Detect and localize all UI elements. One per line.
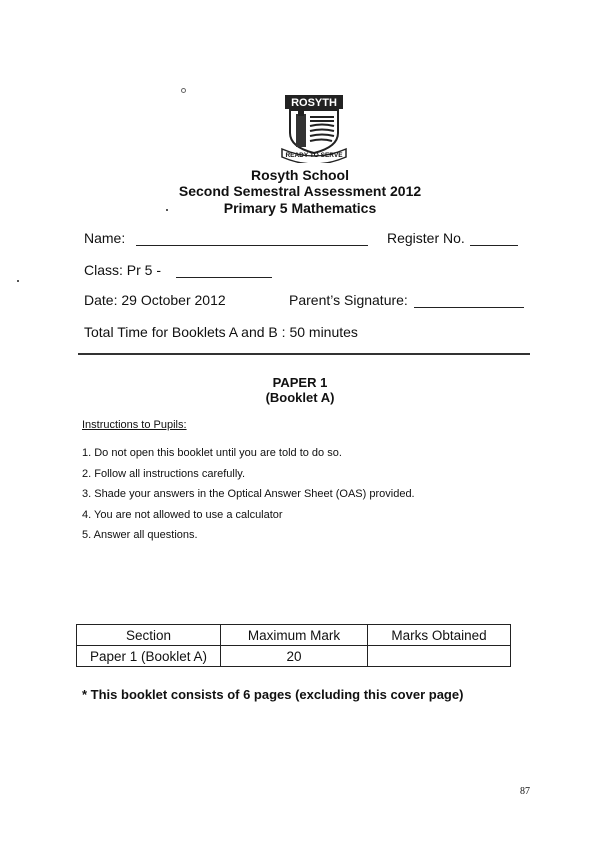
instructions-heading: Instructions to Pupils: [82, 419, 187, 431]
date-text: Date: 29 October 2012 [84, 292, 226, 308]
paper-title: PAPER 1 [272, 375, 328, 390]
booklet-pages-note: * This booklet consists of 6 pages (excluding this cover page) [82, 687, 464, 702]
cell-maximum-mark: 20 [221, 646, 368, 667]
logo-motto-text: READY TO SERVE [285, 152, 343, 159]
school-crest-logo [280, 93, 348, 163]
separator-line [78, 353, 530, 355]
school-name: Rosyth School [250, 167, 349, 183]
class-field[interactable] [176, 277, 272, 278]
cell-marks-obtained[interactable] [368, 646, 511, 667]
total-time-text: Total Time for Booklets A and B : 50 minutes [84, 324, 358, 340]
instruction-item: 3. Shade your answers in the Optical Answer Sheet (OAS) provided. [82, 488, 415, 500]
instruction-item: 5. Answer all questions. [82, 529, 198, 541]
scan-speck [181, 88, 186, 93]
instruction-item: 2. Follow all instructions carefully. [82, 467, 246, 480]
instructions-list [82, 446, 415, 549]
scan-speck [17, 280, 19, 282]
register-number-field[interactable] [470, 245, 518, 246]
header-marks-obtained: Marks Obtained [368, 625, 511, 646]
header-maximum-mark: Maximum Mark [221, 625, 368, 646]
booklet-title: (Booklet A) [265, 390, 335, 405]
name-label: Name: [84, 230, 126, 246]
class-label: Class: Pr 5 - [84, 262, 162, 278]
register-number-label: Register No. [387, 230, 465, 246]
instruction-item: 4. You are not allowed to use a calculator [82, 508, 283, 521]
header-section: Section [77, 625, 221, 646]
name-field[interactable] [136, 245, 368, 246]
marks-table [76, 624, 511, 667]
page-mark: 87 [520, 786, 530, 797]
logo-banner-text: ROSYTH [291, 97, 337, 109]
subject-title: Primary 5 Mathematics [223, 200, 377, 216]
table-header-row [77, 625, 511, 646]
cell-section: Paper 1 (Booklet A) [77, 646, 221, 667]
table-row [77, 646, 511, 667]
parent-signature-field[interactable] [414, 307, 524, 308]
assessment-title: Second Semestral Assessment 2012 [178, 183, 422, 199]
parent-signature-label: Parent’s Signature: [289, 292, 408, 308]
instruction-item: 1. Do not open this booklet until you are told to do so. [82, 447, 342, 459]
